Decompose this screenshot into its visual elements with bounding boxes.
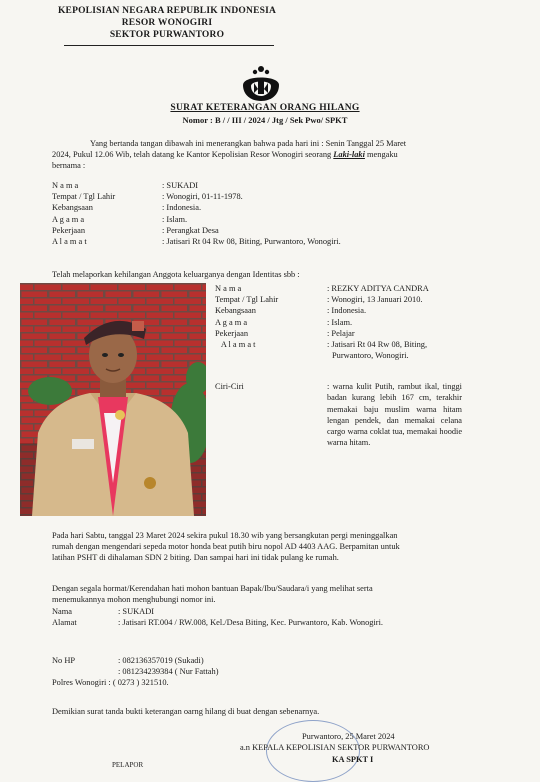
- missing-row: A l a m a t : Jatisari Rt 04 Rw 08, Biting,: [215, 340, 428, 350]
- contact-row: Alamat : Jatisari RT.004 / RW.008, Kel./Desa Biting, Kec. Purwantoro, Kab. Wonogiri.: [52, 618, 384, 628]
- contact-identity: [52, 606, 383, 628]
- reporter-row: N a m a : SUKADI: [52, 181, 199, 190]
- missing-person-identity: [215, 283, 429, 361]
- contact-row: Nama : SUKADI: [52, 607, 155, 616]
- phone-row: No HP : 082136357019 (Sukadi): [52, 656, 204, 665]
- signature-place-date: Purwantoro, 25 Maret 2024: [302, 732, 395, 741]
- header-sektor: SEKTOR PURWANTORO: [109, 30, 225, 40]
- reporter-signature-label: PELAPOR: [112, 761, 144, 769]
- police-emblem-icon: [237, 63, 285, 103]
- plea-line-2: menemukannya mohon menghubungi nomor ini.: [52, 595, 216, 605]
- phone-row: : 081234239384 ( Nur Fattah): [118, 667, 219, 677]
- reporter-row: Pekerjaan : Perangkat Desa: [52, 225, 219, 235]
- document-number: Nomor : B / / III / 2024 / Jtg / Sek Pwo/ SPKT: [182, 115, 348, 125]
- missing-row: A g a m a : Islam.: [215, 317, 353, 327]
- missing-address-cont: Purwantoro, Wonogiri.: [332, 351, 409, 361]
- gender-emphasis: Laki-laki: [333, 150, 365, 160]
- missing-row: Tempat / Tgl Lahir : Wonogiri, 13 Januari 2010.: [215, 295, 423, 305]
- signature-title: a.n KEPALA KEPOLISIAN SEKTOR PURWANTORO: [240, 743, 430, 752]
- reporter-row: A l a m a t : Jatisari Rt 04 Rw 08, Biting, Purwantoro, Wonogiri.: [52, 237, 341, 247]
- signature-subtitle: KA SPKT I: [332, 755, 374, 764]
- intro-line-2: 2024, Pukul 12.06 Wib, telah datang ke Kantor Kepolisian Resor Wonogiri seorang Laki-laki mengaku: [52, 150, 398, 160]
- intro-line-1: Yang bertanda tangan dibawah ini menerangkan bahwa pada hari ini : Senin Tanggal 25 Maret: [90, 139, 407, 148]
- missing-person-photo: [20, 283, 206, 516]
- story-line-1: Pada hari Sabtu, tanggal 23 Maret 2024 sekira pukul 18.30 wib yang bersangkutan pergi meninggalkan: [52, 531, 398, 540]
- reporter-row: Kebangsaan : Indonesia.: [52, 203, 202, 213]
- polres-phone: Polres Wonogiri : ( 0273 ) 321510.: [52, 678, 169, 688]
- document-title: SURAT KETERANGAN ORANG HILANG: [170, 103, 360, 113]
- header-institution: KEPOLISIAN NEGARA REPUBLIK INDONESIA: [57, 6, 277, 16]
- missing-row: Pekerjaan : Pelajar: [215, 328, 355, 338]
- phone-list: [52, 655, 219, 689]
- intro-line-3: bernama :: [52, 161, 86, 171]
- missing-row: N a m a : REZKY ADITYA CANDRA: [215, 284, 429, 293]
- header-divider: [64, 45, 274, 46]
- missing-row: Kebangsaan : Indonesia.: [215, 306, 367, 316]
- ciri-label: Ciri-Ciri: [215, 382, 244, 391]
- story-line-3: latihan PSHT di dihalaman SDN 2 biting. Dan sampai hari ini tidak pulang ke rumah.: [52, 553, 339, 563]
- story-line-2: rumah dengan mengendari sepeda motor honda beat putih biru nopol AD 4403 AAG. Berpamitan untuk: [52, 542, 400, 552]
- plea-line-1: Dengan segala hormat/Kerendahan hati mohon bantuan Bapak/Ibu/Saudara/i yang melihat serta: [52, 584, 373, 593]
- header-resor: RESOR WONOGIRI: [121, 18, 213, 28]
- ciri-description: : warna kulit Putih, rambut ikal, tinggi badan kurang lebih 167 cm, terakhir memakai baju muslim warna hitam lengan pendek, dan memakai celana cargo warna coklat tua, memakai hoodie warna hitam.: [327, 382, 462, 448]
- reporter-identity: [52, 180, 341, 247]
- reporter-row: Tempat / Tgl Lahir : Wonogiri, 01-11-1978.: [52, 192, 243, 202]
- closing-statement: Demikian surat tanda bukti keterangan oarng hilang di buat dengan sebenarnya.: [52, 707, 320, 716]
- report-intro: Telah melaporkan kehilangan Anggota keluarganya dengan Identitas sbb :: [52, 270, 300, 279]
- reporter-row: A g a m a : Islam.: [52, 214, 188, 224]
